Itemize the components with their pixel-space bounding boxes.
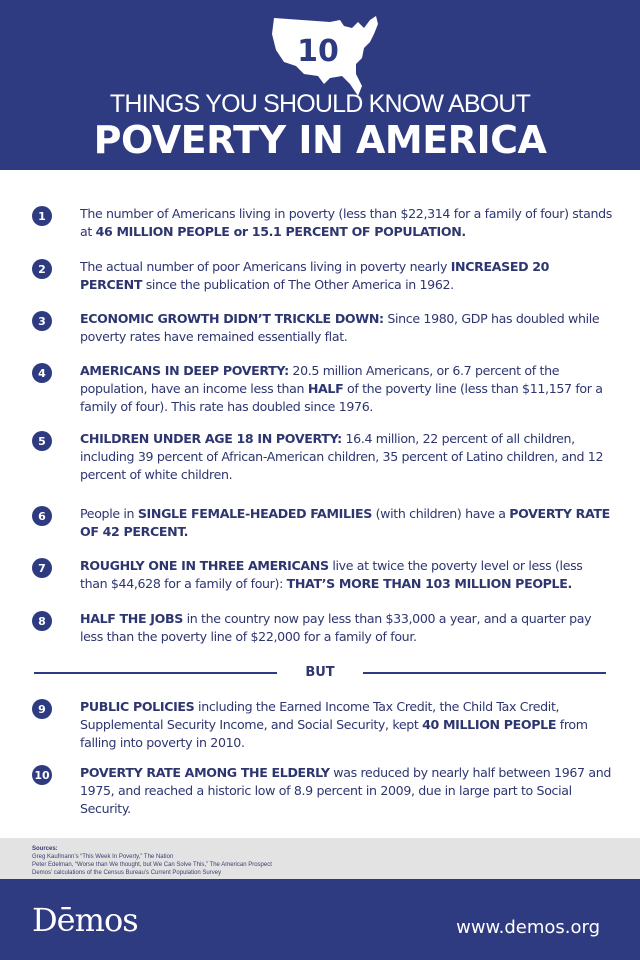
footer [0,879,640,960]
fact-segment: live at twice the poverty level or less (less than $44,628 for a family of four): [80,558,583,591]
fact-highlight: CHILDREN UNDER AGE 18 IN POVERTY: [80,431,342,446]
fact-item [32,698,612,752]
sources-heading: Sources: [32,846,58,852]
fact-item [32,205,612,241]
fact-highlight: THAT’S MORE THAN 103 MILLION PEOPLE. [286,576,572,591]
fact-text [80,362,612,416]
header-banner [0,0,640,170]
fact-segment: The number of Americans living in poverty (less than $22,314 for a family of four) stands at [80,206,612,239]
fact-text [80,610,612,646]
but-divider [34,665,606,680]
number-badge: 7 [32,558,52,578]
fact-item [32,505,612,541]
number-badge: 9 [32,699,52,719]
fact-highlight: HALF THE JOBS [80,611,183,626]
fact-item [32,362,612,416]
fact-text [80,698,612,752]
number-badge: 5 [32,431,52,451]
fact-item [32,430,612,484]
number-badge: 6 [32,506,52,526]
fact-segment: in the country now pay less than $33,000 a year, and a quarter pay less than the poverty line of $22,000 for a family of four. [80,611,592,644]
divider-label: BUT [305,665,335,680]
divider-line [34,672,277,674]
source-line: Peter Edelman, “Worse than We thought, but We Can Solve This,” The American Prospect [32,862,272,868]
fact-text [80,557,612,593]
page-title: POVERTY IN AMERICA [93,118,547,162]
fact-segment: was reduced by nearly half between 1967 and 1975, and reached a historic low of 8.9 percent in 2009, due in large part to Social Security. [80,765,612,816]
number-badge: 3 [32,311,52,331]
fact-highlight: ECONOMIC GROWTH DIDN’T TRICKLE DOWN: [80,311,384,326]
fact-highlight: INCREASED 20 PERCENT [80,259,550,292]
number-badge: 2 [32,259,52,279]
source-line: Greg Kaufmann’s “This Week In Poverty,” The Nation [32,854,174,860]
fact-segment: (with children) have a [371,506,510,521]
fact-text [80,764,612,818]
number-badge: 10 [32,765,52,785]
number-badge: 8 [32,611,52,631]
fact-highlight: 46 MILLION PEOPLE or 15.1 PERCENT OF POPULATION. [95,224,466,239]
fact-item [32,764,612,818]
fact-segment: from falling into poverty in 2010. [80,717,588,750]
fact-text [80,505,612,541]
fact-segment: since the publication of The Other America in 1962. [142,277,454,292]
fact-highlight: ROUGHLY ONE IN THREE AMERICANS [80,558,329,573]
fact-text [80,205,612,241]
fact-highlight: 40 MILLION PEOPLE [422,717,557,732]
fact-item [32,610,612,646]
fact-segment: of the poverty line (less than $11,157 for a family of four). This rate has doubled since 1976. [80,381,603,414]
fact-segment: People in [80,506,138,521]
fact-item [32,557,612,593]
fact-segment: Since 1980, GDP has doubled while poverty rates have remained essentially flat. [80,311,600,344]
fact-text [80,258,612,294]
fact-item [32,310,612,346]
fact-highlight: POVERTY RATE AMONG THE ELDERLY [80,765,330,780]
website-link[interactable]: www.demos.org [456,917,600,938]
fact-highlight: HALF [307,381,344,396]
fact-text [80,310,612,346]
fact-segment: 20.5 million Americans, or 6.7 percent of the population, have an income less than [80,363,560,396]
fact-highlight: AMERICANS IN DEEP POVERTY: [80,363,289,378]
sources-section [0,838,640,879]
number-badge: 1 [32,206,52,226]
fact-segment: including the Earned Income Tax Credit, the Child Tax Credit, Supplemental Security Income, and Social Security, kept [80,699,560,732]
subtitle: THINGS YOU SHOULD KNOW ABOUT [109,90,531,118]
fact-segment: 16.4 million, 22 percent of all children, including 39 percent of African-American children, 35 percent of Latino children, and 12 percent of white children. [80,431,604,482]
fact-highlight: POVERTY RATE OF 42 PERCENT. [80,506,610,539]
fact-text [80,430,612,484]
demos-logo: Dēmos [32,901,138,939]
map-number: 10 [297,34,339,69]
fact-highlight: SINGLE FEMALE-HEADED FAMILIES [137,506,372,521]
number-badge: 4 [32,363,52,383]
source-line: Demos’ calculations of the Census Bureau’s Current Population Survey [32,870,222,876]
fact-segment: The actual number of poor Americans living in poverty nearly [80,259,451,274]
fact-highlight: PUBLIC POLICIES [80,699,195,714]
divider-line [363,672,606,674]
fact-item [32,258,612,294]
